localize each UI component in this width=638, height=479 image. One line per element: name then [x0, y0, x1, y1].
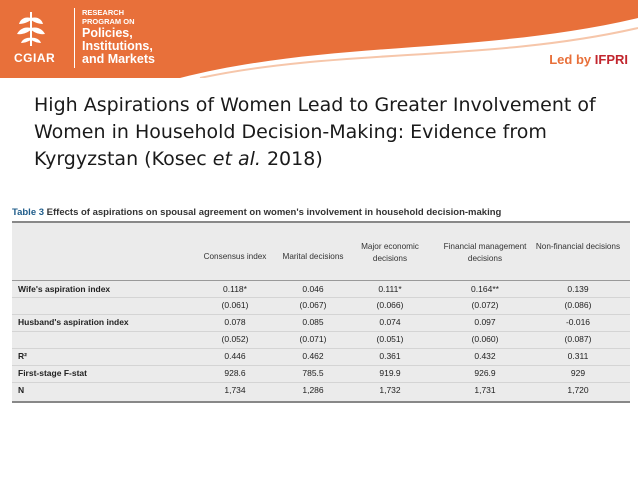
- led-by-ifpri: [549, 52, 628, 67]
- row-label: Wife's aspiration index: [18, 284, 111, 294]
- table-cell: (0.086): [564, 300, 592, 310]
- row-divider: [12, 297, 630, 298]
- table-cell: (0.072): [471, 300, 499, 310]
- title-italic: et al.: [212, 148, 261, 170]
- table-cell: (0.066): [376, 300, 404, 310]
- table-cell: 0.432: [474, 351, 496, 361]
- slide-title: [34, 92, 624, 173]
- header-divider: [74, 8, 75, 68]
- table-cell: 0.164**: [471, 284, 499, 294]
- table-bottom-rule: [12, 401, 630, 403]
- table-cell: 0.139: [567, 284, 589, 294]
- table-cell: 1,286: [302, 385, 324, 395]
- column-header: Financial management decisions: [443, 242, 527, 263]
- table-cell: 0.078: [224, 317, 246, 327]
- table-cell: 0.446: [224, 351, 246, 361]
- table-cell: 1,731: [474, 385, 496, 395]
- table-cell: (0.071): [299, 334, 327, 344]
- title-main: High Aspirations of Women Lead to Greater Involvement of Women in Household Decision-Making: Evidence from Kyrgyzstan (Kosec: [34, 94, 596, 170]
- table-caption: [12, 207, 501, 218]
- table-header-rule: [12, 280, 630, 281]
- table-cell: (0.061): [221, 300, 249, 310]
- column-header: Marital decisions: [282, 252, 344, 261]
- table-cell: 0.111*: [378, 284, 402, 294]
- row-divider: [12, 348, 630, 349]
- row-label: Husband's aspiration index: [18, 317, 129, 327]
- row-label: N: [18, 385, 25, 395]
- table-cell: (0.060): [471, 334, 499, 344]
- table-cell: 1,732: [379, 385, 401, 395]
- table-cell: 0.361: [379, 351, 401, 361]
- table-cell: (0.067): [299, 300, 327, 310]
- row-label: R²: [18, 351, 27, 361]
- program-line-1: RESEARCH: [82, 8, 125, 17]
- table-cell: (0.087): [564, 334, 592, 344]
- row-divider: [12, 331, 630, 332]
- table-cell: 0.097: [474, 317, 496, 327]
- table-cell: -0.016: [565, 317, 591, 327]
- table-caption-text: Effects of aspirations on spousal agreement on women's involvement in household decision-making: [46, 207, 502, 218]
- program-line-4: Institutions,: [82, 39, 153, 53]
- table-cell: 1,720: [567, 385, 589, 395]
- column-header: Non-financial decisions: [535, 242, 621, 251]
- column-header: Consensus index: [203, 252, 267, 261]
- program-line-3: Policies,: [82, 26, 133, 40]
- row-label: First-stage F-stat: [18, 368, 87, 378]
- table-cell: 0.118*: [223, 284, 247, 294]
- program-line-2: PROGRAM ON: [82, 17, 135, 26]
- table-cell: 1,734: [224, 385, 246, 395]
- table-cell: 0.046: [302, 284, 324, 294]
- table-cell: 0.462: [302, 351, 324, 361]
- table-cell: 0.085: [302, 317, 324, 327]
- row-divider: [12, 314, 630, 315]
- row-divider: [12, 382, 630, 383]
- table-cell: 926.9: [474, 368, 496, 378]
- table-cell: 929: [570, 368, 586, 378]
- table-cell: 928.6: [224, 368, 246, 378]
- table-cell: 0.311: [567, 351, 589, 361]
- led-by-label: Led by: [549, 52, 592, 67]
- table-cell: (0.052): [221, 334, 249, 344]
- table-cell: 0.074: [379, 317, 401, 327]
- table-top-rule: [12, 221, 630, 223]
- header-banner: [0, 0, 638, 78]
- cgiar-logo-icon: [14, 8, 48, 48]
- ifpri-label: IFPRI: [594, 52, 628, 67]
- cgiar-wordmark: CGIAR: [14, 51, 56, 65]
- table-cell: 919.9: [379, 368, 401, 378]
- column-header: Major economic decisions: [361, 242, 419, 263]
- row-divider: [12, 365, 630, 366]
- table-caption-label: Table 3: [12, 207, 45, 218]
- results-table: [12, 221, 630, 403]
- table-cell: 785.5: [302, 368, 324, 378]
- program-line-5: and Markets: [82, 52, 155, 66]
- title-end: 2018): [260, 148, 323, 170]
- table-cell: (0.051): [376, 334, 404, 344]
